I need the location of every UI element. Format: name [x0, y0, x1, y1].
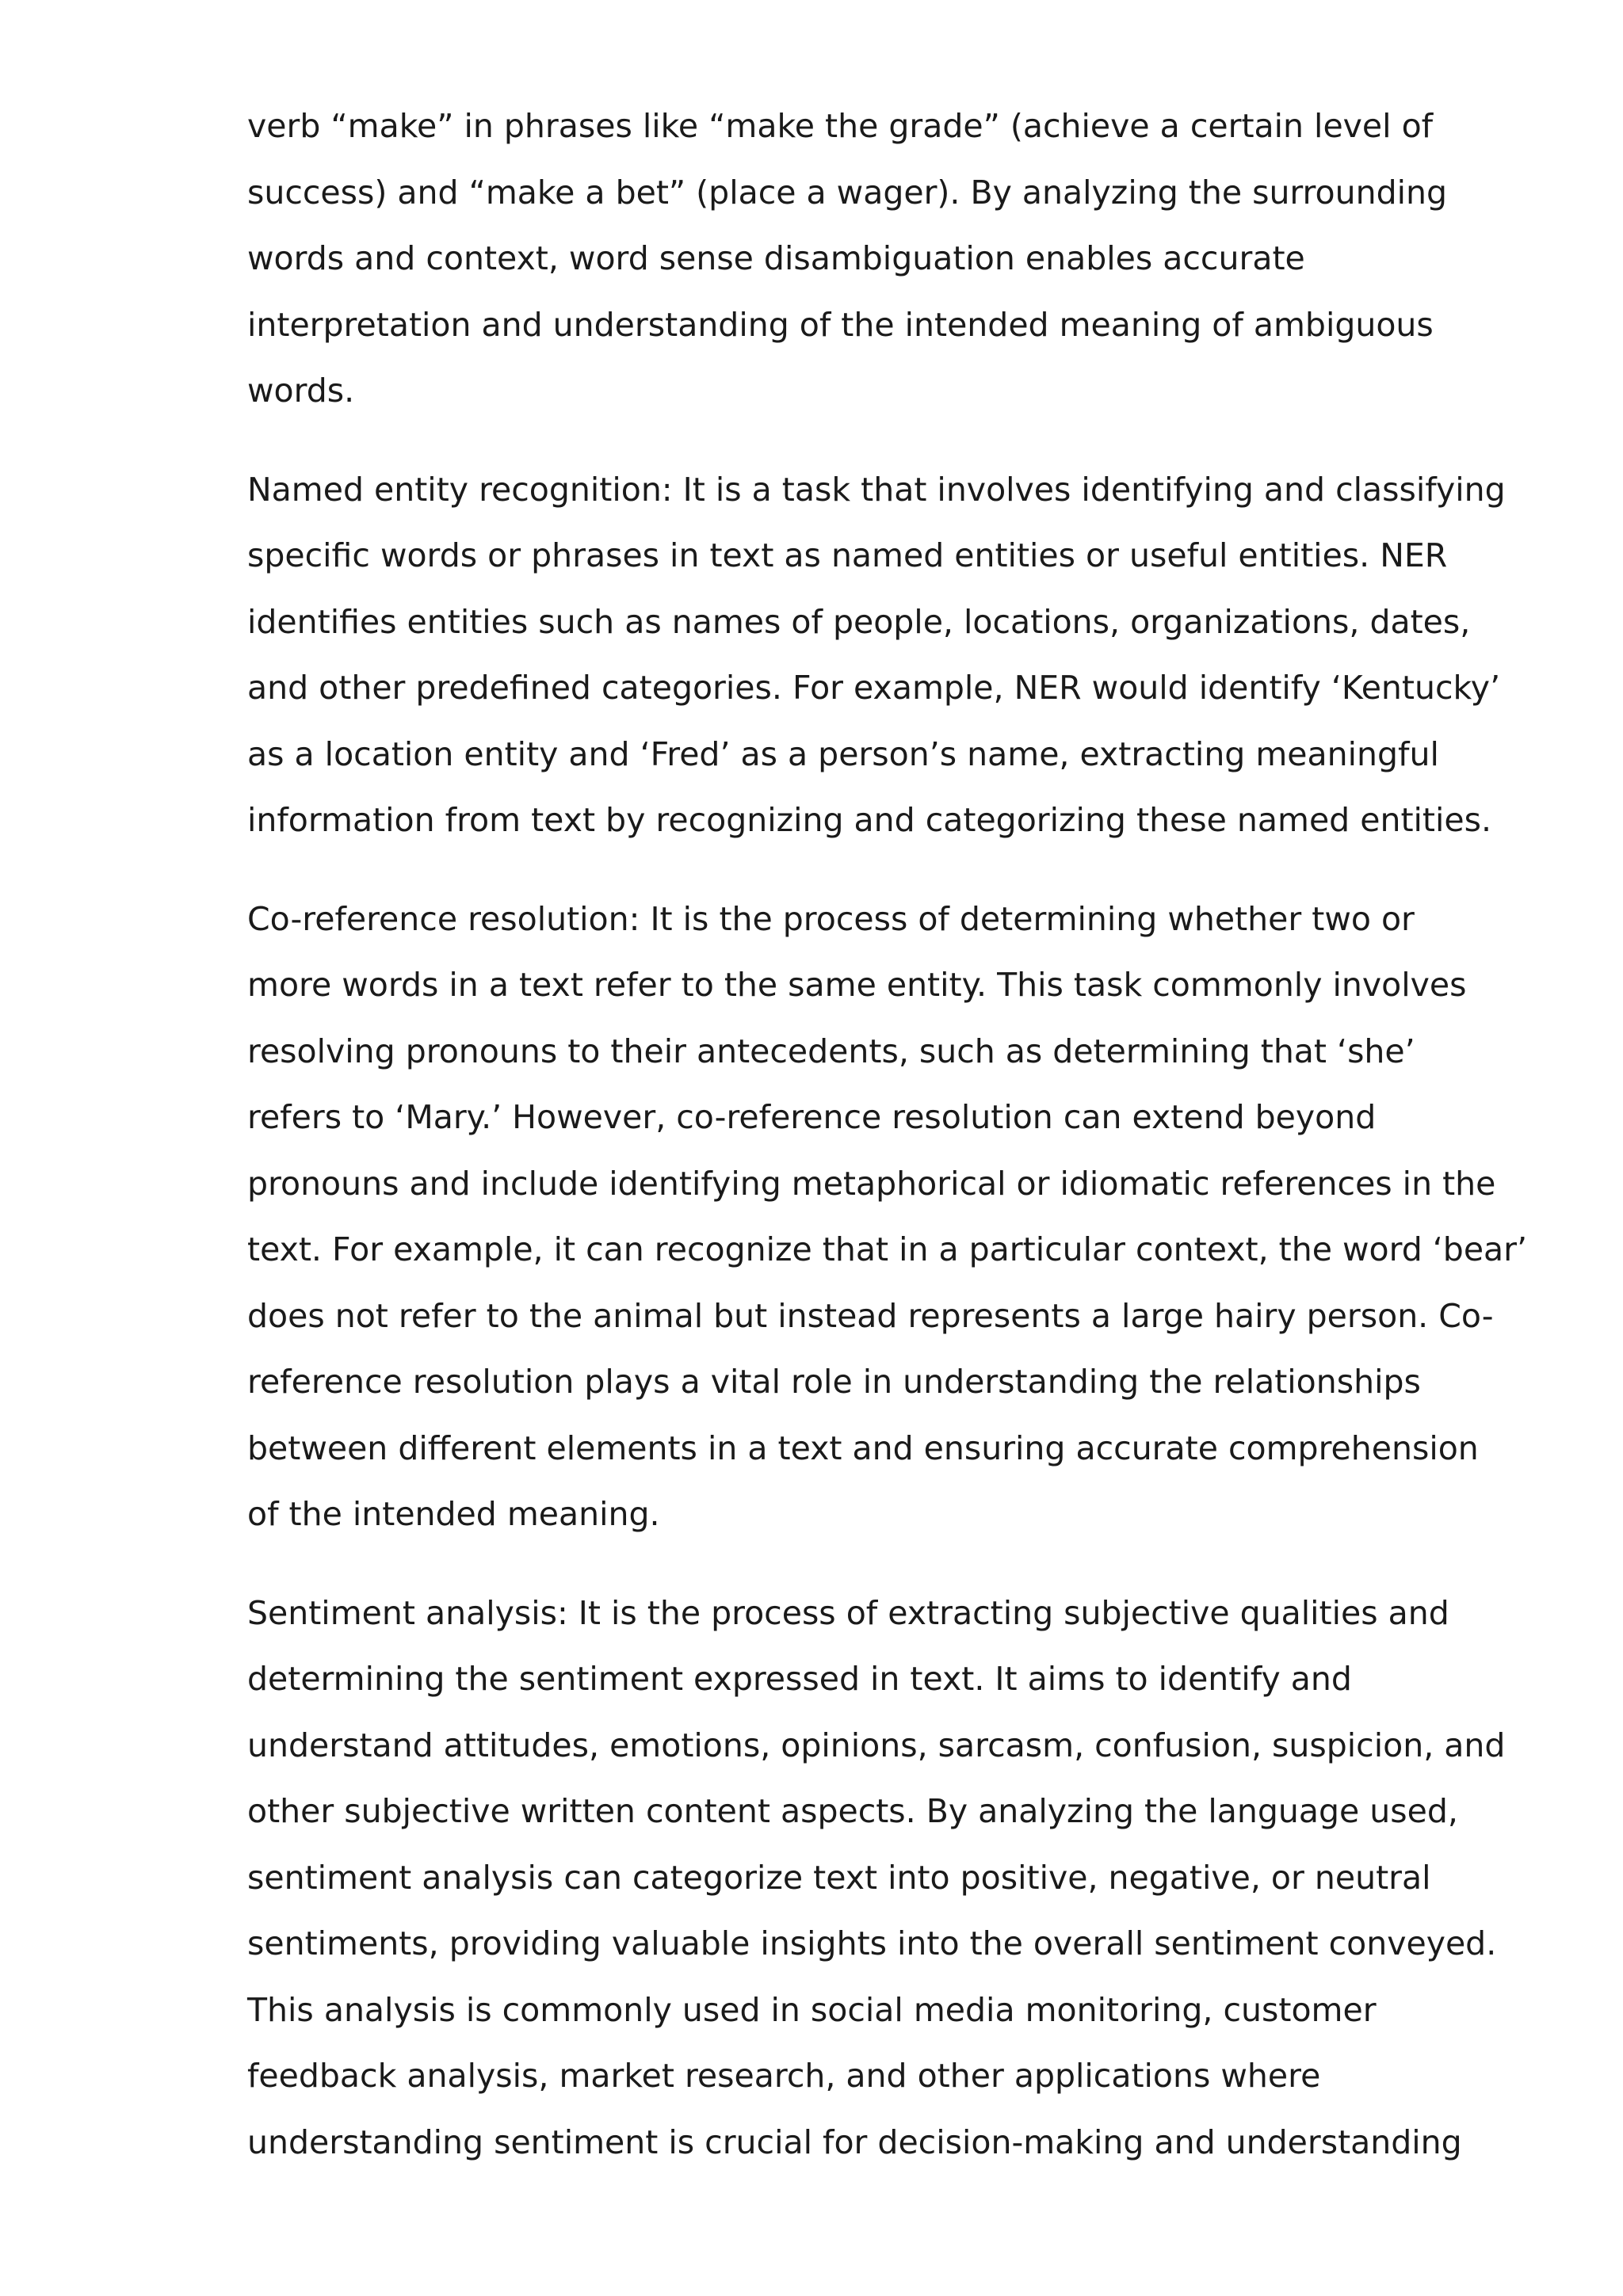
text-line: success) and “make a bet” (place a wager). By analyzing the surrounding	[247, 173, 1447, 212]
text-line: verb “make” in phrases like “make the grade” (achieve a certain level of	[247, 107, 1434, 145]
text-line: words and context, word sense disambiguation enables accurate	[247, 239, 1305, 277]
text-line: and other predefined categories. For example, NER would identify ‘Kentucky’	[247, 669, 1501, 707]
text-line: reference resolution plays a vital role in understanding the relationships	[247, 1363, 1421, 1401]
paragraph-named-entity-recognition	[247, 457, 1506, 854]
text-line: between different elements in a text and ensuring accurate comprehension	[247, 1428, 1479, 1467]
text-line: more words in a text refer to the same entity. This task commonly involves	[247, 966, 1467, 1004]
text-line: identifies entities such as names of people, locations, organizations, dates,	[247, 602, 1471, 641]
text-line: specific words or phrases in text as named entities or useful entities. NER	[247, 536, 1448, 574]
paragraph-sentiment-analysis	[247, 1581, 1506, 2176]
text-line: text. For example, it can recognize that in a particular context, the word ‘bear’	[247, 1230, 1528, 1268]
paragraph-co-reference-resolution	[247, 887, 1528, 1548]
text-line: determining the sentiment expressed in text. It aims to identify and	[247, 1660, 1352, 1698]
text-line: as a location entity and ‘Fred’ as a person’s name, extracting meaningful	[247, 734, 1439, 773]
text-line: interpretation and understanding of the intended meaning of ambiguous	[247, 305, 1434, 344]
text-line: information from text by recognizing and categorizing these named entities.	[247, 801, 1491, 839]
text-line: feedback analysis, market research, and other applications where	[247, 2057, 1321, 2095]
text-line: resolving pronouns to their antecedents, such as determining that ‘she’	[247, 1032, 1415, 1070]
text-line: This analysis is commonly used in social media monitoring, customer	[247, 1990, 1377, 2029]
text-line: Named entity recognition: It is a task that involves identifying and classifying	[247, 470, 1506, 509]
text-line: Sentiment analysis: It is the process of extracting subjective qualities and	[247, 1593, 1449, 1632]
paragraph-word-sense-disambiguation	[247, 93, 1447, 425]
text-line: other subjective written content aspects. By analyzing the language used,	[247, 1792, 1458, 1830]
document-page	[247, 93, 1528, 2208]
text-line: pronouns and include identifying metaphorical or idiomatic references in the	[247, 1164, 1496, 1203]
text-line: refers to ‘Mary.’ However, co-reference resolution can extend beyond	[247, 1098, 1377, 1136]
text-line: does not refer to the animal but instead represents a large hairy person. Co-	[247, 1296, 1494, 1335]
text-line: sentiments, providing valuable insights into the overall sentiment conveyed.	[247, 1924, 1497, 1962]
text-line: words.	[247, 372, 355, 410]
text-line: of the intended meaning.	[247, 1495, 660, 1533]
text-line: sentiment analysis can categorize text into positive, negative, or neutral	[247, 1858, 1431, 1897]
text-line: Co-reference resolution: It is the process of determining whether two or	[247, 899, 1415, 938]
text-line: understand attitudes, emotions, opinions, sarcasm, confusion, suspicion, and	[247, 1726, 1506, 1764]
text-line: understanding sentiment is crucial for decision-making and understanding	[247, 2122, 1462, 2161]
